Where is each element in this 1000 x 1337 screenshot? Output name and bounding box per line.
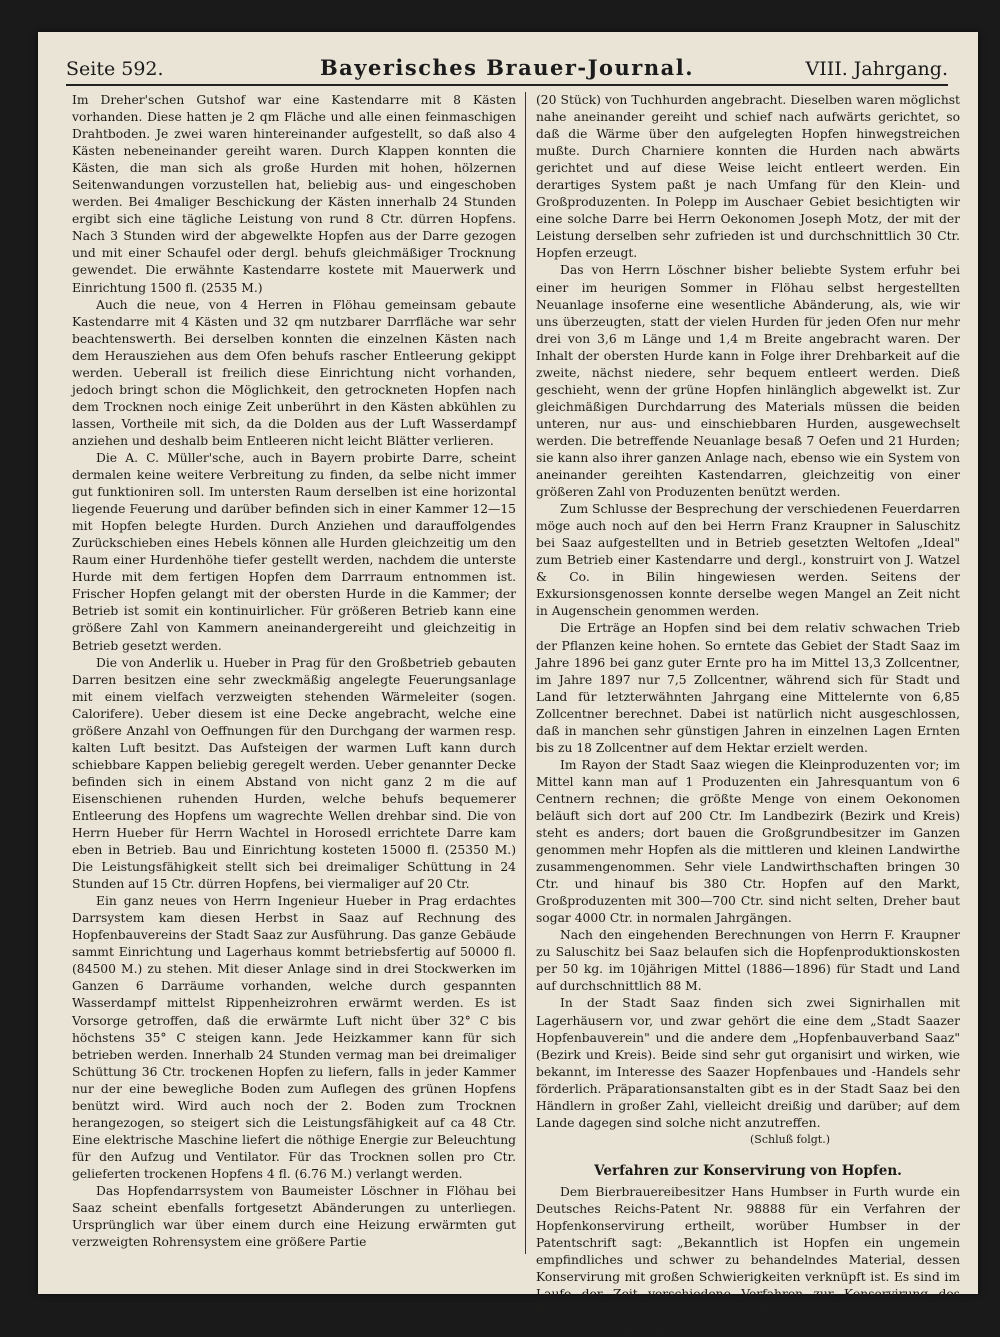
left-column bbox=[72, 92, 516, 1274]
paragraph: In der Stadt Saaz finden sich zwei Signirhallen mit Lagerhäusern vor, und zwar gehört die eine dem „Stadt Saazer Hopfenbauverein" und die andere dem „Hopfenbauverband Saaz" (Bezirk und Kreis). Beide sind sehr gut organisirt und wirken, wie bekannt, im Interesse des Saazer Hopfenbaues und -Handels sehr förderlich. Präparationsanstalten gibt es in der Stadt Saaz bei den Händlern in großer Zahl, vielleicht dreißig und darüber; auf dem Lande dagegen sind solche nicht anzutreffen. bbox=[536, 996, 960, 1130]
newspaper-page bbox=[38, 32, 978, 1336]
continuation-note: (Schluß folgt.) bbox=[750, 1132, 830, 1146]
paragraph: Die von Anderlik u. Hueber in Prag für den Großbetrieb gebauten Darren besitzen eine sehr zweckmäßig angelegte Feuerungsanlage mit einem vielfach verzweigten stehenden Wärmeleiter (sogen. Calorifere). Ueber diesem ist eine Decke angebracht, welche eine größere Anzahl von Oeffnungen für den Durchgang der warmen resp. kalten Luft besitzt. Das Aufsteigen der warmen Luft kann durch schiebbare Kappen beliebig geregelt werden. Ueber genannter Decke befinden sich in einem Abstand von nicht ganz 2 m die auf Eisenschienen ruhenden Hurden, welche behufs bequemerer Entleerung des Hopfens um wagrechte Wellen drehbar sind. Die von Herrn Hueber für Herrn Wachtel in Horosedl errichtete Darre kam eben in Betrieb. Bau und Einrichtung kosteten 15000 fl. (25350 M.) Die Leistungsfähigkeit stellt sich bei dreimaliger Schüttung in 24 Stunden auf 15 Ctr. dürren Hopfens, bei viermaliger auf 20 Ctr. bbox=[72, 655, 516, 892]
right-column bbox=[536, 92, 960, 1336]
paragraph: Zum Schlusse der Besprechung der verschiedenen Feuerdarren möge auch noch auf den bei Herrn Franz Kraupner in Saluschitz bei Saaz aufgestellten und in Betrieb gesetzten Weltofen „Ideal" zum Betrieb einer Kastendarre und dergl., konstruirt von J. Watzel & Co. in Bilin hingewiesen werden. Seitens der Exkursionsgenossen konnte derselbe wegen Mangel an Zeit nicht in Augenschein genommen werden. bbox=[536, 502, 960, 619]
paragraph: Die A. C. Müller'sche, auch in Bayern probirte Darre, scheint dermalen keine weitere Verbreitung zu finden, da selbe nicht immer gut funktioniren soll. Im untersten Raum derselben ist eine horizontal liegende Feuerung und darüber befinden sich in einer Kammer 12—15 mit Hopfen belegte Hurden. Durch Anziehen und darauffolgendes Zurückschieben eines Hebels können alle Hurden gleichzeitig um den Raum einer Hurdenhöhe tiefer gestellt werden, nachdem die unterste Hurde mit dem fertigen Hopfen dem Darrraum entnommen ist. Frischer Hopfen gelangt mit der obersten Hurde in die Kammer; der Betrieb ist somit ein kontinuirlicher. Für größeren Betrieb kann eine größere Zahl von Kammern aneinandergereiht und gleichzeitig in Betrieb gesetzt werden. bbox=[72, 450, 516, 653]
article-title: Verfahren zur Konservirung von Hopfen. bbox=[594, 1162, 902, 1179]
page-header bbox=[66, 48, 948, 86]
paragraph: Im Rayon der Stadt Saaz wiegen die Kleinproduzenten vor; im Mittel kann man auf 1 Produzenten ein Jahresquantum von 6 Centnern rechnen; die größte Menge von einem Oekonomen beläuft sich dort auf 200 Ctr. Im Landbezirk (Bezirk und Kreis) steht es anders; dort bauen die Großgrundbesitzer im Ganzen genommen mehr Hopfen als die mittleren und kleinen Landwirthe zusammengenommen. Sehr viele Landwirthschaften bringen 30 Ctr. und hinauf bis 380 Ctr. Hopfen auf den Markt, Großproduzenten mit 300—700 Ctr. sind nicht selten, Dreher baut sogar 4000 Ctr. in normalen Jahrgängen. bbox=[536, 757, 960, 926]
journal-title: Bayerisches Brauer-Journal. bbox=[319, 55, 695, 80]
paragraph: Nach den eingehenden Berechnungen von Herrn F. Kraupner zu Saluschitz bei Saaz belaufen sich die Hopfenproduktionskosten per 50 kg. im 10jährigen Mittel (1886—1896) für Stadt und Land auf durchschnittlich 88 M. bbox=[536, 928, 960, 994]
page-number: Seite 592. bbox=[66, 58, 164, 80]
paragraph: Ein ganz neues von Herrn Ingenieur Hueber in Prag erdachtes Darrsystem kam diesen Herbst in Saaz auf Rechnung des Hopfenbauvereins der Stadt Saaz zur Ausführung. Das ganze Gebäude sammt Einrichtung und Lagerhaus kommt betriebsfertig auf 50000 fl. (84500 M.) zu stehen. Mit dieser Anlage sind in drei Stockwerken im Ganzen 6 Darräume vorhanden, welche durch gespannten Wasserdampf mittelst Rippenheizrohren erwärmt werden. Es ist Vorsorge getroffen, daß die erwärmte Luft nicht über 32° C bis höchstens 35° C steigen kann. Jede Heizkammer kann für sich betrieben werden. Innerhalb 24 Stunden vermag man bei dreimaliger Schüttung 36 Ctr. trockenen Hopfen zu liefern, falls in jeder Kammer nur der eine bewegliche Boden zum Auflegen des grünen Hopfens benützt wird. Wird auch noch der 2. Boden zum Trocknen herangezogen, so steigert sich die Leistungsfähigkeit auf ca 48 Ctr. Eine elektrische Maschine liefert die nöthige Energie zur Beleuchtung für den Aufzug und Ventilator. Für das Trocknen sollen pro Ctr. gelieferten trockenen Hopfens 4 fl. (6.76 M.) verlangt werden. bbox=[72, 894, 516, 1181]
column-divider bbox=[525, 92, 526, 1254]
paragraph: Im Dreher'schen Gutshof war eine Kastendarre mit 8 Kästen vorhanden. Diese hatten je 2 qm Fläche und alle einen feinmaschigen Drahtboden. Je zwei waren hintereinander aufgestellt, so daß also 4 Kästen nebeneinander gereiht waren. Durch Klappen konnten die Kästen, die man sich als große Hurden mit hohen, hölzernen Seitenwandungen vorzustellen hat, beliebig aus- und eingeschoben werden. Bei 4maliger Beschickung der Kästen innerhalb 24 Stunden ergibt sich eine tägliche Leistung von rund 8 Ctr. dürren Hopfens. Nach 3 Stunden wird der abgewelkte Hopfen aus der Darre gezogen und mit einer Schaufel oder dergl. behufs gleichmäßiger Trocknung gewendet. Die erwähnte Kastendarre kostete mit Mauerwerk und Einrichtung 1500 fl. (2535 M.) bbox=[72, 93, 516, 295]
paragraph: Das Hopfendarrsystem von Baumeister Löschner in Flöhau bei Saaz scheint ebenfalls fortgesetzt Abänderungen zu unterliegen. Ursprünglich war über einem durch eine Heizung erwärmten gut verzweigten Rohrensystem eine größere Partie bbox=[72, 1184, 516, 1250]
volume-label: VIII. Jahrgang. bbox=[805, 58, 948, 80]
paragraph: Auch die neue, von 4 Herren in Flöhau gemeinsam gebaute Kastendarre mit 4 Kästen und 32 qm nutzbarer Darrfläche war sehr beachtenswerth. Bei derselben konnten die einzelnen Kästen nach dem Herausziehen aus dem Ofen behufs rascher Entleerung gekippt werden. Ueberall ist freilich diese Einrichtung nicht vorhanden, jedoch bringt schon die Möglichkeit, den getrockneten Hopfen nach dem Trocknen noch einige Zeit unberührt in den Kästen abkühlen zu lassen, Vortheile mit sich, da die Dolden aus der Luft Wasserdampf anziehen und deshalb beim Entleeren nicht leicht Blätter verlieren. bbox=[72, 297, 516, 448]
paragraph: Das von Herrn Löschner bisher beliebte System erfuhr bei einer im heurigen Sommer in Flöhau selbst hergestellten Neuanlage insoferne eine wesentliche Abänderung, als, wie wir uns überzeugten, statt der vielen Hurden für jeden Ofen nur mehr drei von 3,6 m Länge und 1,4 m Breite angebracht waren. Der Inhalt der obersten Hurde kann in Folge ihrer Drehbarkeit auf die zweite, nächst niedere, sehr bequem entleert werden. Dieß geschieht, wenn der grüne Hopfen hinlänglich abgewelkt ist. Zur gleichmäßigen Durchdarrung des Materials müssen die beiden unteren, nur aus- und einschiebbaren Hurden, ausgewechselt werden. Die betreffende Neuanlage besaß 7 Oefen und 21 Hurden; sie kann also ihrer ganzen Anlage nach, ebenso wie ein System von aneinander gereihten Kastendarren, gleichzeitig von einer größeren Zahl von Produzenten benützt werden. bbox=[536, 263, 960, 500]
article-body: Dem Bierbrauereibesitzer Hans Humbser in Furth wurde ein Deutsches Reichs-Patent Nr. 98888 für ein Verfahren der Hopfenkonservirung ertheilt, worüber Humbser in der Patentschrift sagt: „Bekanntlich ist Hopfen ein ungemein empfindliches und schwer zu behandelndes Material, dessen Konservirung mit großen Schwierigkeiten verknüpft ist. Es sind im Laufe der Zeit verschiedene Verfahren zur Konservirung des Hopfens angegeben worden, und es besteht das zur Zeit verbreitetste und dadurch bis jetzt als bestes bbox=[536, 1184, 960, 1336]
paragraph: Die Erträge an Hopfen sind bei dem relativ schwachen Trieb der Pflanzen keine hohen. So erntete das Gebiet der Stadt Saaz im Jahre 1896 bei ganz guter Ernte pro ha im Mittel 13,3 Zollcentner, im Jahre 1897 nur 7,5 Zollcentner, während sich für Stadt und Land für letzterwähnten Jahrgang eine Mittelernte von 6,85 Zollcentner berechnet. Dabei ist natürlich nicht ausgeschlossen, daß in manchen sehr günstigen Jahren in einzelnen Lagen Ernten bis zu 18 Zollcentner auf dem Hektar erzielt werden. bbox=[536, 621, 960, 755]
paragraph: (20 Stück) von Tuchhurden angebracht. Dieselben waren möglichst nahe aneinander gereiht und schief nach aufwärts gerichtet, so daß die Wärme über den aufgelegten Hopfen hinwegstreichen mußte. Durch Charniere konnten die Hurden nach abwärts gerichtet und auf diese Weise leicht entleert werden. Ein derartiges System paßt je nach Umfang für den Klein- und Großproduzenten. In Polepp im Auschaer Gebiet besichtigten wir eine solche Darre bei Herrn Oekonomen Joseph Motz, der mit der Leistung derselben sehr zufrieden ist und durchschnittlich 30 Ctr. Hopfen erzeugt. bbox=[536, 93, 960, 261]
